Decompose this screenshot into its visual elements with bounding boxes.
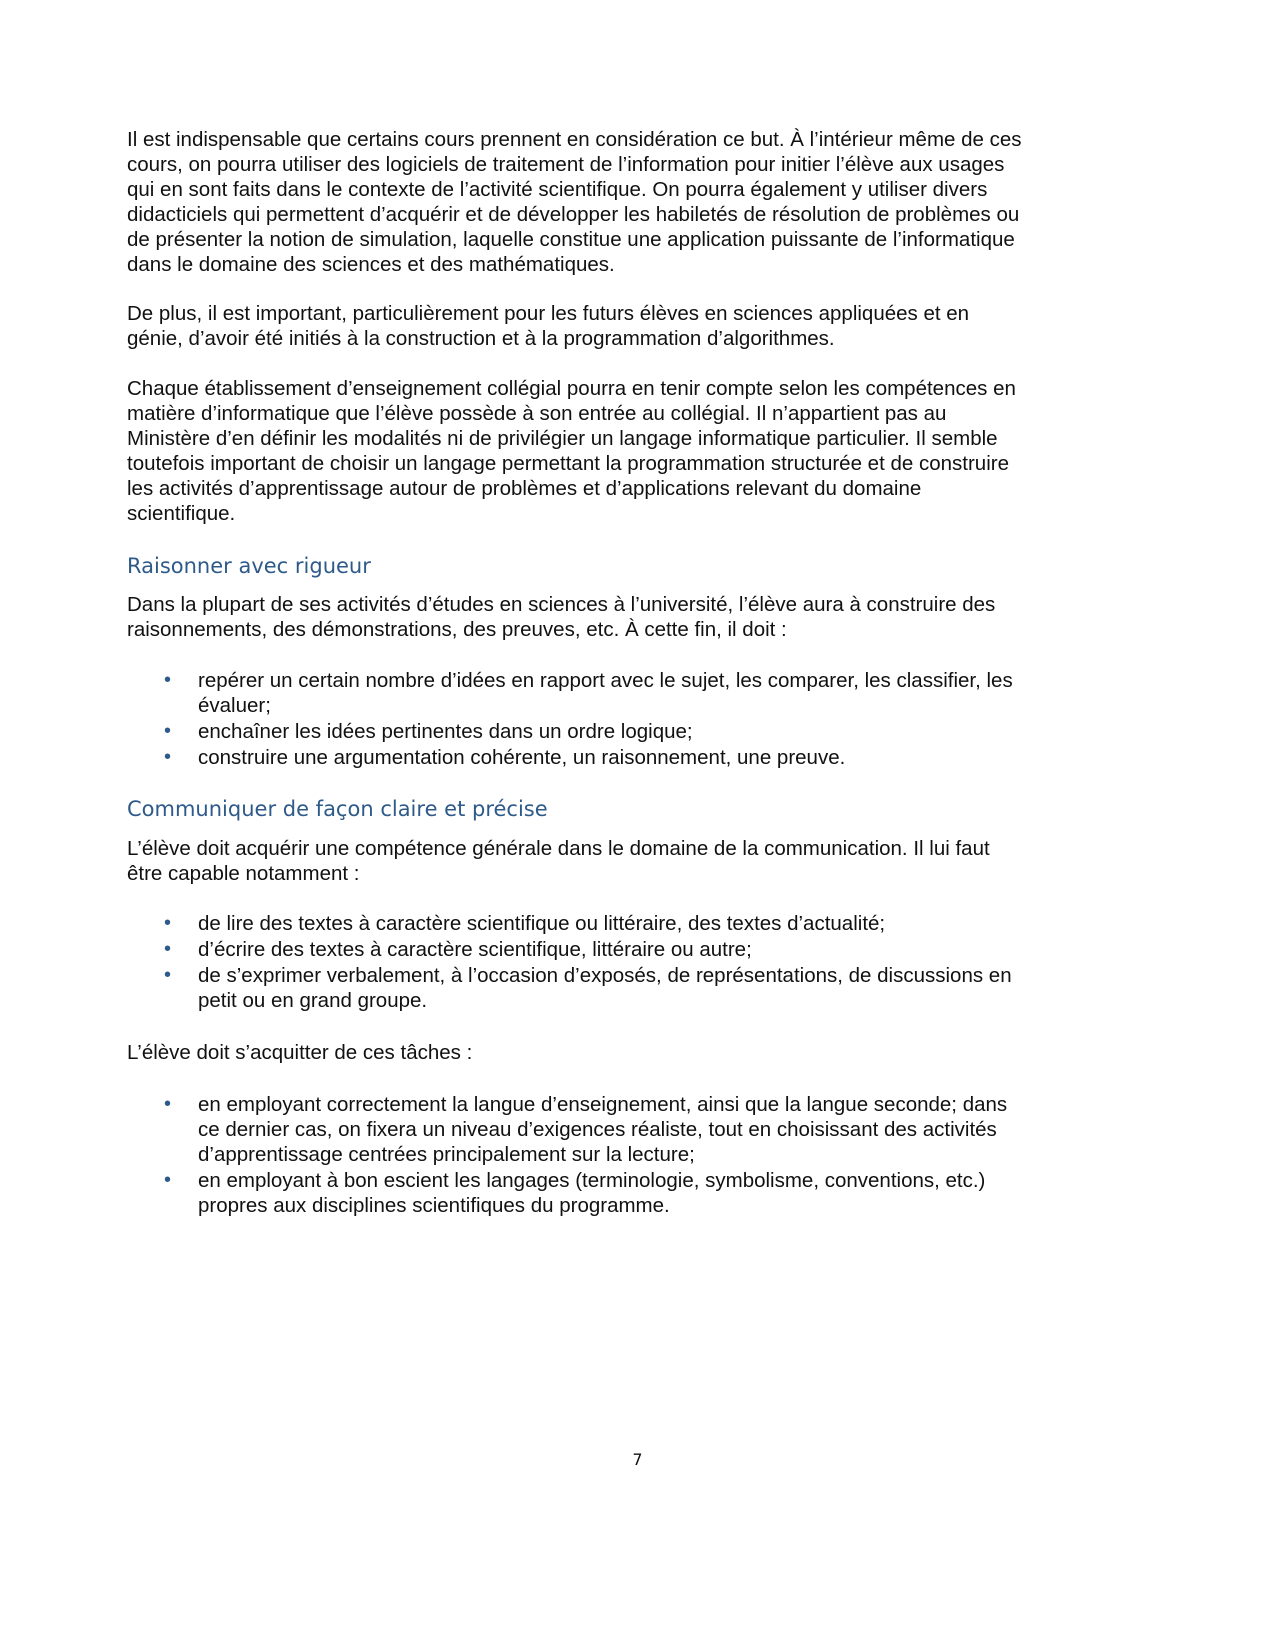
text-line: L’élève doit acquérir une compétence générale dans le domaine de la communication. Il lui faut bbox=[127, 837, 990, 860]
text-line: en employant à bon escient les langages (terminologie, symbolisme, conventions, etc.) bbox=[198, 1169, 986, 1192]
section-heading bbox=[127, 552, 1087, 580]
paragraph bbox=[127, 301, 1087, 351]
text-line: de s’exprimer verbalement, à l’occasion d’exposés, de représentations, de discussions en bbox=[198, 964, 1012, 987]
text-line: raisonnements, des démonstrations, des preuves, etc. À cette fin, il doit : bbox=[127, 618, 787, 641]
list-item bbox=[127, 963, 1087, 1013]
section-heading bbox=[127, 795, 1087, 823]
text-line: toutefois important de choisir un langage permettant la programmation structurée et de construire bbox=[127, 452, 1009, 475]
text-line: génie, d’avoir été initiés à la construction et à la programmation d’algorithmes. bbox=[127, 327, 835, 350]
bullet-icon: • bbox=[164, 1093, 172, 1115]
text-line: qui en sont faits dans le contexte de l’activité scientifique. On pourra également y utiliser divers bbox=[127, 178, 988, 201]
bullet-icon: • bbox=[164, 1169, 172, 1191]
text-line: Dans la plupart de ses activités d’études en sciences à l’université, l’élève aura à construire des bbox=[127, 593, 996, 616]
paragraph bbox=[127, 376, 1087, 526]
text-line: évaluer; bbox=[198, 694, 271, 717]
paragraph bbox=[127, 836, 1087, 886]
text-line: d’écrire des textes à caractère scientifique, littéraire ou autre; bbox=[198, 938, 752, 961]
text-line: Communiquer de façon claire et précise bbox=[127, 797, 548, 821]
text-line: scientifique. bbox=[127, 502, 236, 525]
list-item bbox=[127, 1168, 1087, 1218]
text-line: de présenter la notion de simulation, laquelle constitue une application puissante de l’informatique bbox=[127, 228, 1015, 251]
text-line: matière d’informatique que l’élève possède à son entrée au collégial. Il n’appartient pas au bbox=[127, 402, 947, 425]
text-line: ce dernier cas, on fixera un niveau d’exigences réaliste, tout en choisissant des activités bbox=[198, 1118, 997, 1141]
text-line: construire une argumentation cohérente, un raisonnement, une preuve. bbox=[198, 746, 846, 769]
bullet-icon: • bbox=[164, 746, 172, 768]
bullet-icon: • bbox=[164, 938, 172, 960]
list-item bbox=[127, 668, 1087, 718]
text-line: être capable notamment : bbox=[127, 862, 360, 885]
bullet-icon: • bbox=[164, 669, 172, 691]
list-item bbox=[127, 911, 1087, 936]
text-line: en employant correctement la langue d’enseignement, ainsi que la langue seconde; dans bbox=[198, 1093, 1008, 1116]
text-line: De plus, il est important, particulièrement pour les futurs élèves en sciences appliquées et en bbox=[127, 302, 970, 325]
list-item bbox=[127, 719, 1087, 744]
paragraph bbox=[127, 592, 1087, 642]
bullet-icon: • bbox=[164, 964, 172, 986]
paragraph bbox=[127, 1040, 1087, 1065]
text-line: propres aux disciplines scientifiques du programme. bbox=[198, 1194, 670, 1217]
text-line: petit ou en grand groupe. bbox=[198, 989, 428, 1012]
text-line: cours, on pourra utiliser des logiciels de traitement de l’information pour initier l’élève aux usages bbox=[127, 153, 1005, 176]
text-line: L’élève doit s’acquitter de ces tâches : bbox=[127, 1041, 473, 1064]
text-line: didacticiels qui permettent d’acquérir et de développer les habiletés de résolution de problèmes ou bbox=[127, 203, 1020, 226]
text-line: d’apprentissage centrées principalement sur la lecture; bbox=[198, 1143, 695, 1166]
text-line: repérer un certain nombre d’idées en rapport avec le sujet, les comparer, les classifier, les bbox=[198, 669, 1013, 692]
paragraph bbox=[127, 127, 1087, 277]
text-line: Ministère d’en définir les modalités ni de privilégier un langage informatique particulier. Il semble bbox=[127, 427, 998, 450]
bullet-list bbox=[127, 1092, 1087, 1219]
text-line: Il est indispensable que certains cours prennent en considération ce but. À l’intérieur même de ces bbox=[127, 128, 1022, 151]
list-item bbox=[127, 937, 1087, 962]
bullet-icon: • bbox=[164, 720, 172, 742]
text-line: de lire des textes à caractère scientifique ou littéraire, des textes d’actualité; bbox=[198, 912, 886, 935]
page-number: 7 bbox=[632, 1450, 643, 1469]
list-item bbox=[127, 745, 1087, 770]
bullet-icon: • bbox=[164, 912, 172, 934]
text-line: Chaque établissement d’enseignement collégial pourra en tenir compte selon les compétences en bbox=[127, 377, 1016, 400]
text-line: les activités d’apprentissage autour de problèmes et d’applications relevant du domaine bbox=[127, 477, 922, 500]
text-line: dans le domaine des sciences et des mathématiques. bbox=[127, 253, 615, 276]
bullet-list bbox=[127, 668, 1087, 771]
text-line: Raisonner avec rigueur bbox=[127, 554, 371, 578]
text-line: enchaîner les idées pertinentes dans un ordre logique; bbox=[198, 720, 693, 743]
list-item bbox=[127, 1092, 1087, 1167]
bullet-list bbox=[127, 911, 1087, 1014]
